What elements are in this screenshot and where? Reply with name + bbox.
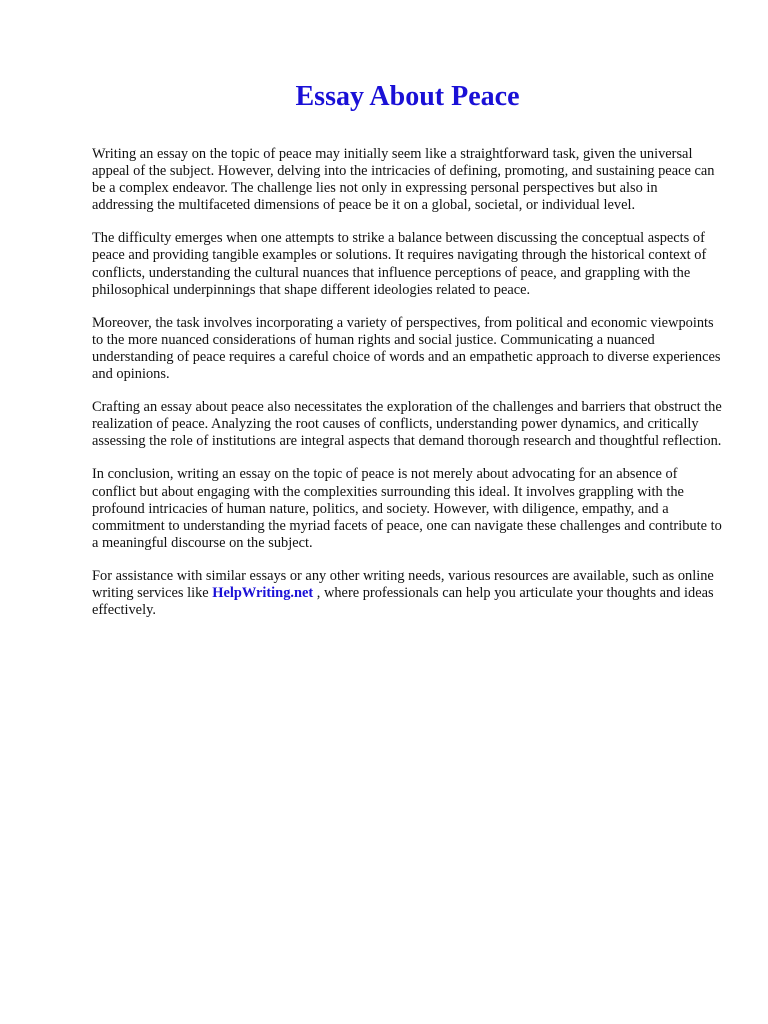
closing-paragraph bbox=[92, 568, 722, 619]
page-title: Essay About Peace bbox=[295, 81, 520, 112]
helpwriting-link[interactable]: HelpWriting.net bbox=[212, 584, 314, 601]
closing-text-after-link: , where professionals can help you articulate your thoughts and ideas effectively. bbox=[92, 584, 714, 619]
paragraph-3: Moreover, the task involves incorporating a variety of perspectives, from political and economic viewpoints to the more nuanced considerations of human rights and social justice. Communicating a nuanced understanding of peace requires a careful choice of words and an empathetic approach to diverse experiences and opinions. bbox=[92, 314, 721, 383]
paragraph-1: Writing an essay on the topic of peace may initially seem like a straightforward task, given the universal appeal of the subject. However, delving into the intricacies of defining, promoting, and sustaining peace can be a complex endeavor. The challenge lies not only in expressing personal perspectives but also in addressing the multifaceted dimensions of peace be it on a global, societal, or individual level. bbox=[92, 146, 715, 214]
paragraph-2: The difficulty emerges when one attempts to strike a balance between discussing the conceptual aspects of peace and providing tangible examples or solutions. It requires navigating through the historical context of conflicts, understanding the cultural nuances that influence perceptions of peace, and grappling with the philosophical underpinnings that shape different ideologies related to peace. bbox=[92, 230, 707, 298]
paragraph-4: Crafting an essay about peace also necessitates the exploration of the challenges and barriers that obstruct the realization of peace. Analyzing the root causes of conflicts, understanding power dynamics, and critically assessing the role of institutions are integral aspects that demand thorough research and thoughtful reflection. bbox=[92, 399, 722, 450]
essay-body bbox=[92, 146, 722, 635]
paragraph-5: In conclusion, writing an essay on the topic of peace is not merely about advocating for an absence of conflict but about engaging with the complexities surrounding this ideal. It involves grappling with the profound intricacies of human nature, politics, and society. However, with diligence, empathy, and a commitment to understanding the myriad facets of peace, one can navigate these challenges and contribute to a meaningful discourse on the subject. bbox=[92, 466, 722, 551]
closing-text-before-link: For assistance with similar essays or any other writing needs, various resources are available, such as online writing services like bbox=[92, 567, 714, 601]
